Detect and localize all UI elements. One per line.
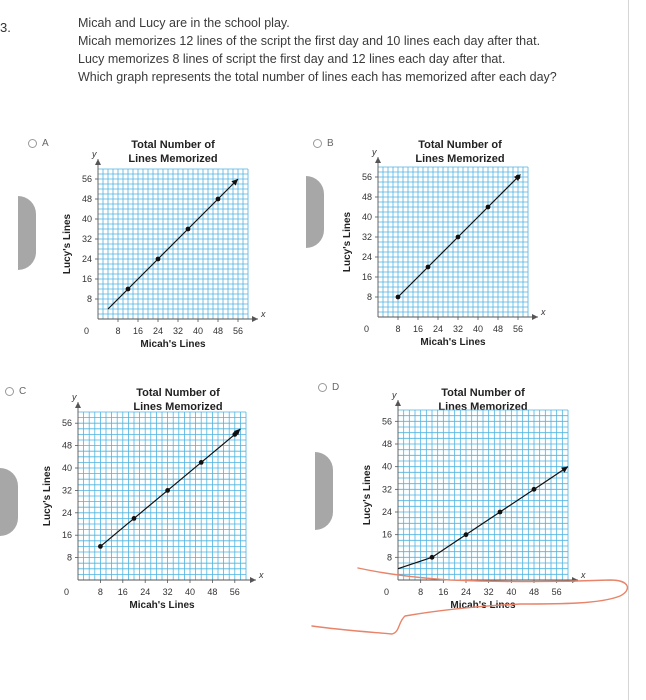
right-border xyxy=(628,0,629,700)
question-line-1: Micah and Lucy are in the school play. xyxy=(78,16,290,30)
data-point xyxy=(98,544,103,549)
x-tick-label: 32 xyxy=(452,324,464,334)
x-tick-label: 56 xyxy=(512,324,524,334)
x-tick-label: 56 xyxy=(551,587,562,597)
option-d-radio[interactable] xyxy=(318,382,339,393)
data-point xyxy=(516,175,521,180)
x-axis-letter: x xyxy=(581,570,586,580)
x-tick-label: 32 xyxy=(483,587,494,597)
x-tick-label: 48 xyxy=(212,326,224,336)
data-point xyxy=(498,510,503,515)
x-tick-label: 56 xyxy=(229,587,240,597)
y-tick-label: 32 xyxy=(81,234,92,244)
chart-title-line-1: Total Number of xyxy=(418,139,502,151)
x-axis-title: Micah's Lines xyxy=(129,600,195,611)
x-axis-arrow-icon xyxy=(250,577,256,583)
y-tick-label: 8 xyxy=(66,552,72,563)
x-axis-letter: x xyxy=(259,570,264,580)
y-tick-label: 48 xyxy=(381,439,392,449)
origin-label: 0 xyxy=(364,324,370,334)
y-tick-label: 40 xyxy=(61,463,72,473)
chart-title-line-2: Lines Memorized xyxy=(438,401,528,413)
y-tick-label: 56 xyxy=(61,418,72,429)
side-tab-c[interactable] xyxy=(0,468,18,536)
radio-circle-icon[interactable] xyxy=(5,387,14,396)
data-point xyxy=(126,287,131,292)
y-tick-label: 24 xyxy=(61,507,72,518)
x-axis-title: Micah's Lines xyxy=(450,600,516,611)
x-tick-label: 48 xyxy=(207,587,218,597)
x-tick-label: 40 xyxy=(184,587,196,597)
y-tick-label: 8 xyxy=(386,552,392,563)
chart-title-line-1: Total Number of xyxy=(136,387,220,399)
origin-label: 0 xyxy=(84,326,90,336)
radio-circle-icon[interactable] xyxy=(318,383,327,392)
y-axis-arrow-icon xyxy=(75,402,81,408)
y-axis-arrow-icon xyxy=(395,400,401,406)
question-line-4: Which graph represents the total number of lines each has memorized after each day? xyxy=(78,70,557,84)
data-point xyxy=(426,265,431,270)
y-tick-label: 48 xyxy=(361,192,372,202)
x-tick-label: 16 xyxy=(132,326,144,336)
y-axis-title: Lucy's Lines xyxy=(62,213,73,275)
y-axis-arrow-icon xyxy=(95,159,101,165)
data-point xyxy=(216,197,221,202)
radio-circle-icon[interactable] xyxy=(28,139,37,148)
x-tick-label: 8 xyxy=(115,326,121,336)
x-tick-label: 56 xyxy=(232,326,244,336)
x-tick-label: 40 xyxy=(192,326,204,336)
x-tick-label: 24 xyxy=(460,587,472,597)
y-axis-letter: y xyxy=(92,149,97,159)
chart-title-line-2: Lines Memorized xyxy=(415,153,505,165)
y-tick-label: 32 xyxy=(381,484,392,495)
data-point xyxy=(464,532,469,537)
x-axis-letter: x xyxy=(541,307,546,317)
y-tick-label: 16 xyxy=(61,530,72,541)
x-tick-label: 16 xyxy=(117,587,128,597)
x-tick-label: 8 xyxy=(395,324,401,334)
y-tick-label: 16 xyxy=(381,529,392,540)
x-axis-title: Micah's Lines xyxy=(420,337,486,348)
data-point xyxy=(232,432,237,437)
data-point xyxy=(199,460,204,465)
y-tick-label: 56 xyxy=(81,174,92,184)
chart-grid xyxy=(78,412,246,580)
y-tick-label: 48 xyxy=(81,194,92,204)
x-tick-label: 48 xyxy=(528,587,540,597)
series-line xyxy=(100,429,240,547)
x-tick-label: 8 xyxy=(97,587,103,597)
x-tick-label: 16 xyxy=(412,324,424,334)
data-point xyxy=(430,555,435,560)
origin-label: 0 xyxy=(384,587,390,597)
data-point xyxy=(156,257,161,262)
x-tick-label: 32 xyxy=(172,326,184,336)
origin-label: 0 xyxy=(64,587,70,597)
x-axis-title: Micah's Lines xyxy=(140,339,206,350)
question-line-2: Micah memorizes 12 lines of the script the first day and 10 lines each day after that. xyxy=(78,34,541,48)
y-tick-label: 24 xyxy=(361,252,372,262)
y-axis-title: Lucy's Lines xyxy=(342,211,353,273)
x-tick-label: 40 xyxy=(472,324,484,334)
x-tick-label: 24 xyxy=(140,587,151,597)
side-tab-d[interactable] xyxy=(315,452,333,530)
option-c-letter: C xyxy=(19,386,27,397)
chart-option-b xyxy=(330,132,580,357)
y-tick-label: 32 xyxy=(361,232,372,242)
x-tick-label: 40 xyxy=(506,587,517,597)
y-tick-label: 8 xyxy=(366,292,372,302)
y-axis-title: Lucy's Lines xyxy=(362,464,373,526)
y-axis-letter: y xyxy=(372,147,377,157)
data-point xyxy=(186,227,191,232)
data-point xyxy=(486,205,491,210)
data-point xyxy=(456,235,461,240)
question-line-3: Lucy memorizes 8 lines of script the first day and 12 lines each day after that. xyxy=(78,52,506,66)
option-c-radio[interactable] xyxy=(5,386,26,397)
option-a-letter: A xyxy=(42,138,49,149)
y-axis-arrow-icon xyxy=(375,157,381,163)
x-tick-label: 24 xyxy=(432,324,444,334)
data-point xyxy=(396,295,401,300)
chart-option-a xyxy=(40,132,290,357)
y-tick-label: 24 xyxy=(381,507,392,517)
data-point xyxy=(532,487,537,492)
chart-title-line-2: Lines Memorized xyxy=(128,153,218,165)
question-text xyxy=(78,14,618,86)
y-axis-letter: y xyxy=(72,392,77,402)
y-tick-label: 40 xyxy=(81,214,92,224)
chart-title-line-2: Lines Memorized xyxy=(133,401,223,413)
y-tick-label: 40 xyxy=(381,461,392,472)
data-point xyxy=(132,516,137,521)
chart-title-line-1: Total Number of xyxy=(131,139,215,151)
side-tab-a[interactable] xyxy=(18,196,36,270)
side-tab-b[interactable] xyxy=(306,176,324,248)
data-point xyxy=(165,488,170,493)
chart-option-d xyxy=(345,380,595,620)
x-tick-label: 48 xyxy=(492,324,504,334)
chart-title-line-1: Total Number of xyxy=(441,387,525,399)
x-tick-label: 16 xyxy=(438,587,449,597)
y-tick-label: 16 xyxy=(81,274,92,284)
y-tick-label: 56 xyxy=(381,416,392,427)
x-axis-letter: x xyxy=(261,309,266,319)
chart-option-c xyxy=(30,380,290,620)
y-tick-label: 40 xyxy=(361,212,372,222)
y-axis-title: Lucy's Lines xyxy=(42,465,53,527)
radio-circle-icon[interactable] xyxy=(313,139,322,148)
y-tick-label: 8 xyxy=(86,294,92,304)
y-tick-label: 32 xyxy=(61,485,72,496)
y-tick-label: 24 xyxy=(81,254,92,264)
y-axis-letter: y xyxy=(392,390,397,400)
x-axis-arrow-icon xyxy=(532,314,538,320)
y-tick-label: 16 xyxy=(361,272,372,282)
chart-grid xyxy=(398,410,568,580)
option-b-letter: B xyxy=(327,138,334,149)
x-axis-arrow-icon xyxy=(252,316,258,322)
x-tick-label: 8 xyxy=(418,587,424,597)
y-tick-label: 48 xyxy=(61,440,72,451)
x-tick-label: 24 xyxy=(152,326,164,336)
x-tick-label: 32 xyxy=(162,587,173,597)
y-tick-label: 56 xyxy=(361,172,372,182)
option-d-letter: D xyxy=(332,382,340,393)
x-axis-arrow-icon xyxy=(572,577,578,583)
question-number: 3. xyxy=(0,20,11,35)
